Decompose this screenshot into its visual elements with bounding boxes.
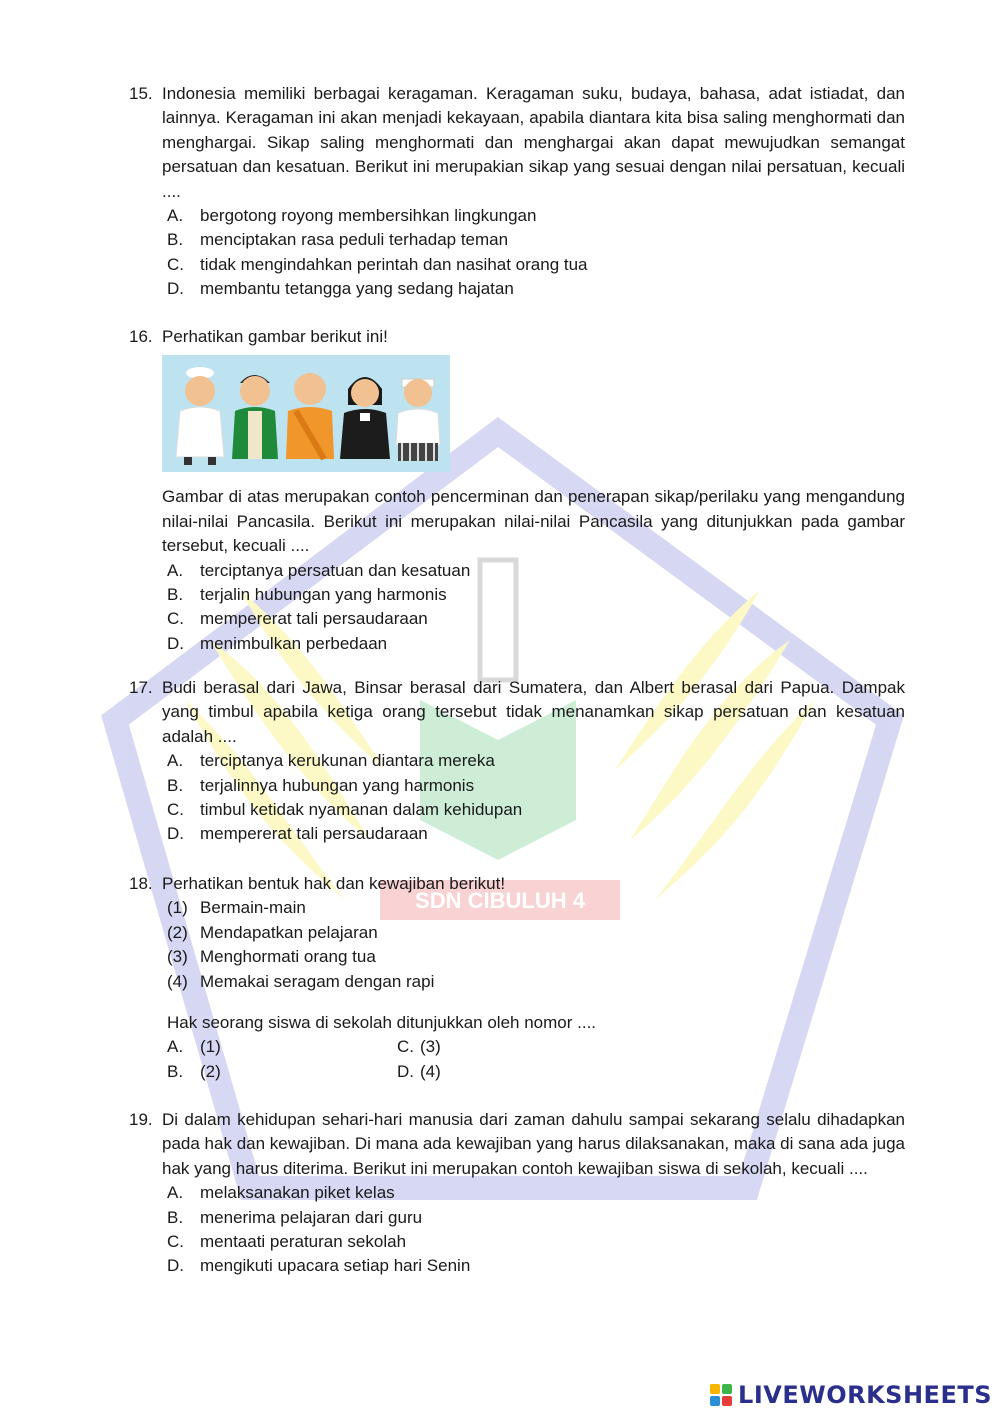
question-18 (129, 872, 905, 1084)
item-text: Menghormati orang tua (200, 947, 376, 967)
option-text: terciptanya kerukunan diantara mereka (200, 751, 495, 771)
option-a[interactable] (167, 1181, 905, 1205)
option-text: menciptakan rasa peduli terhadap teman (200, 230, 509, 250)
list-item (167, 921, 905, 945)
question-number: 15. (129, 84, 153, 103)
question-text: Di dalam kehidupan sehari-hari manusia dari zaman dahulu sampai sekarang selalu dihadapkan pada hak dan kewajiban. Di mana ada kewajiban yang harus dilaksanakan, maka di sana ada juga hak yang harus diterima. Berikut ini merupakan contoh kewajiban siswa di sekolah, kecuali .... (162, 1110, 905, 1178)
question-number: 19. (129, 1110, 153, 1129)
person-monk-figure (286, 373, 334, 459)
option-a[interactable] (167, 204, 905, 228)
option-label: D. (167, 633, 184, 653)
option-c[interactable] (397, 1035, 627, 1059)
option-text: (2) (200, 1061, 221, 1081)
option-b[interactable] (167, 774, 905, 798)
option-text: melaksanakan piket kelas (200, 1183, 395, 1203)
option-text: menerima pelajaran dari guru (200, 1207, 423, 1227)
option-label: A. (167, 1037, 184, 1057)
option-label: B. (167, 1207, 184, 1227)
option-c[interactable] (167, 607, 905, 631)
question-17 (129, 676, 905, 847)
item-number: (4) (167, 971, 188, 991)
liveworksheets-logo-icon (710, 1384, 732, 1406)
person-muslim-figure (176, 367, 224, 465)
list-item (167, 970, 905, 994)
option-label: B. (167, 230, 184, 250)
question-number: 16. (129, 327, 153, 346)
question-text: Perhatikan gambar berikut ini! (162, 327, 388, 346)
item-text: Mendapatkan pelajaran (200, 922, 378, 942)
list-item (167, 896, 905, 920)
option-label: C. (397, 1037, 414, 1057)
option-label: B. (167, 1061, 184, 1081)
option-label: A. (167, 560, 184, 580)
option-label: D. (167, 1256, 184, 1276)
person-balinese-figure (396, 379, 440, 461)
option-d[interactable] (167, 632, 905, 656)
option-label: C. (167, 1232, 184, 1252)
option-d[interactable] (167, 822, 905, 846)
item-number: (3) (167, 947, 188, 967)
option-text: mempererat tali persaudaraan (200, 824, 428, 844)
option-text: mengikuti upacara setiap hari Senin (200, 1256, 471, 1276)
diversity-figures-image (162, 355, 450, 472)
item-text: Memakai seragam dengan rapi (200, 971, 435, 991)
option-d[interactable] (397, 1060, 627, 1084)
options-row-1 (167, 1035, 905, 1059)
question-19 (129, 1108, 905, 1279)
option-b[interactable] (167, 228, 905, 252)
rights-duties-list (167, 896, 905, 994)
option-label: B. (167, 585, 184, 605)
option-b[interactable] (167, 1060, 397, 1084)
option-b[interactable] (167, 1206, 905, 1230)
option-c[interactable] (167, 798, 905, 822)
option-c[interactable] (167, 253, 905, 277)
option-label: C. (167, 800, 184, 820)
option-text: terjalin hubungan yang harmonis (200, 585, 447, 605)
options-list (167, 559, 905, 657)
list-item (167, 945, 905, 969)
options-list (167, 749, 905, 847)
option-label: D. (167, 824, 184, 844)
option-label: B. (167, 775, 184, 795)
option-a[interactable] (167, 1035, 397, 1059)
option-label: D. (167, 279, 184, 299)
option-text: mentaati peraturan sekolah (200, 1232, 407, 1252)
option-a[interactable] (167, 559, 905, 583)
question-text: Perhatikan bentuk hak dan kewajiban berikut! (162, 874, 506, 893)
item-number: (2) (167, 922, 188, 942)
option-text: terjalinnya hubungan yang harmonis (200, 775, 475, 795)
watermark-school-text: SDN CIBULUH 4 (415, 888, 585, 913)
option-text: (1) (200, 1037, 221, 1057)
options-row-2 (167, 1060, 905, 1084)
option-text: menimbulkan perbedaan (200, 633, 388, 653)
option-label: A. (167, 751, 184, 771)
question-number: 18. (129, 874, 153, 893)
option-text: membantu tetangga yang sedang hajatan (200, 279, 514, 299)
question-prompt: Hak seorang siswa di sekolah ditunjukkan oleh nomor .... (167, 1013, 597, 1033)
option-a[interactable] (167, 749, 905, 773)
question-16 (129, 325, 905, 656)
item-text: Bermain-main (200, 898, 306, 918)
item-number: (1) (167, 898, 188, 918)
question-text: Indonesia memiliki berbagai keragaman. Keragaman suku, budaya, bahasa, adat istiadat, dan lainnya. Keragaman ini akan menjadi kekayaan, apabila diantara kita bisa saling menghormati dan menghargai. Sikap saling menghormati dan menghargai akan dapat mewujudkan semangat persatuan dan kesatuan. Berikut ini merupakian sikap yang sesuai dengan nilai persatuan, kecuali .... (162, 84, 905, 201)
option-text: timbul ketidak nyamanan dalam kehidupan (200, 800, 523, 820)
question-number: 17. (129, 678, 153, 697)
options-list (167, 1181, 905, 1279)
question-15 (129, 82, 905, 302)
option-text: (3) (420, 1037, 441, 1057)
person-batik-figure (232, 375, 278, 459)
person-priest-figure (340, 377, 390, 459)
option-d[interactable] (167, 277, 905, 301)
question-text: Gambar di atas merupakan contoh pencerminan dan penerapan sikap/perilaku yang mengandung nilai-nilai Pancasila. Berikut ini merupakan nilai-nilai Pancasila yang ditunjukkan pada gambar tersebut, kecuali .... (162, 487, 905, 556)
option-text: mempererat tali persaudaraan (200, 609, 428, 629)
brand-name: LIVEWORKSHEETS (738, 1381, 992, 1409)
option-d[interactable] (167, 1254, 905, 1278)
option-text: terciptanya persatuan dan kesatuan (200, 560, 471, 580)
option-label: A. (167, 1183, 184, 1203)
options-list (167, 204, 905, 302)
option-label: C. (167, 609, 184, 629)
option-c[interactable] (167, 1230, 905, 1254)
option-label: C. (167, 254, 184, 274)
option-text: tidak mengindahkan perintah dan nasihat orang tua (200, 254, 588, 274)
option-label: D. (397, 1061, 414, 1081)
option-label: A. (167, 206, 184, 226)
liveworksheets-brand[interactable] (710, 1381, 992, 1409)
option-text: (4) (420, 1061, 441, 1081)
option-text: bergotong royong membersihkan lingkungan (200, 206, 537, 226)
question-text: Budi berasal dari Jawa, Binsar berasal dari Sumatera, dan Albert berasal dari Papua. Dampak yang timbul apabila ketiga orang tersebut tidak menanamkan sikap persatuan dan kesatuan adalah .... (162, 678, 905, 746)
option-b[interactable] (167, 583, 905, 607)
